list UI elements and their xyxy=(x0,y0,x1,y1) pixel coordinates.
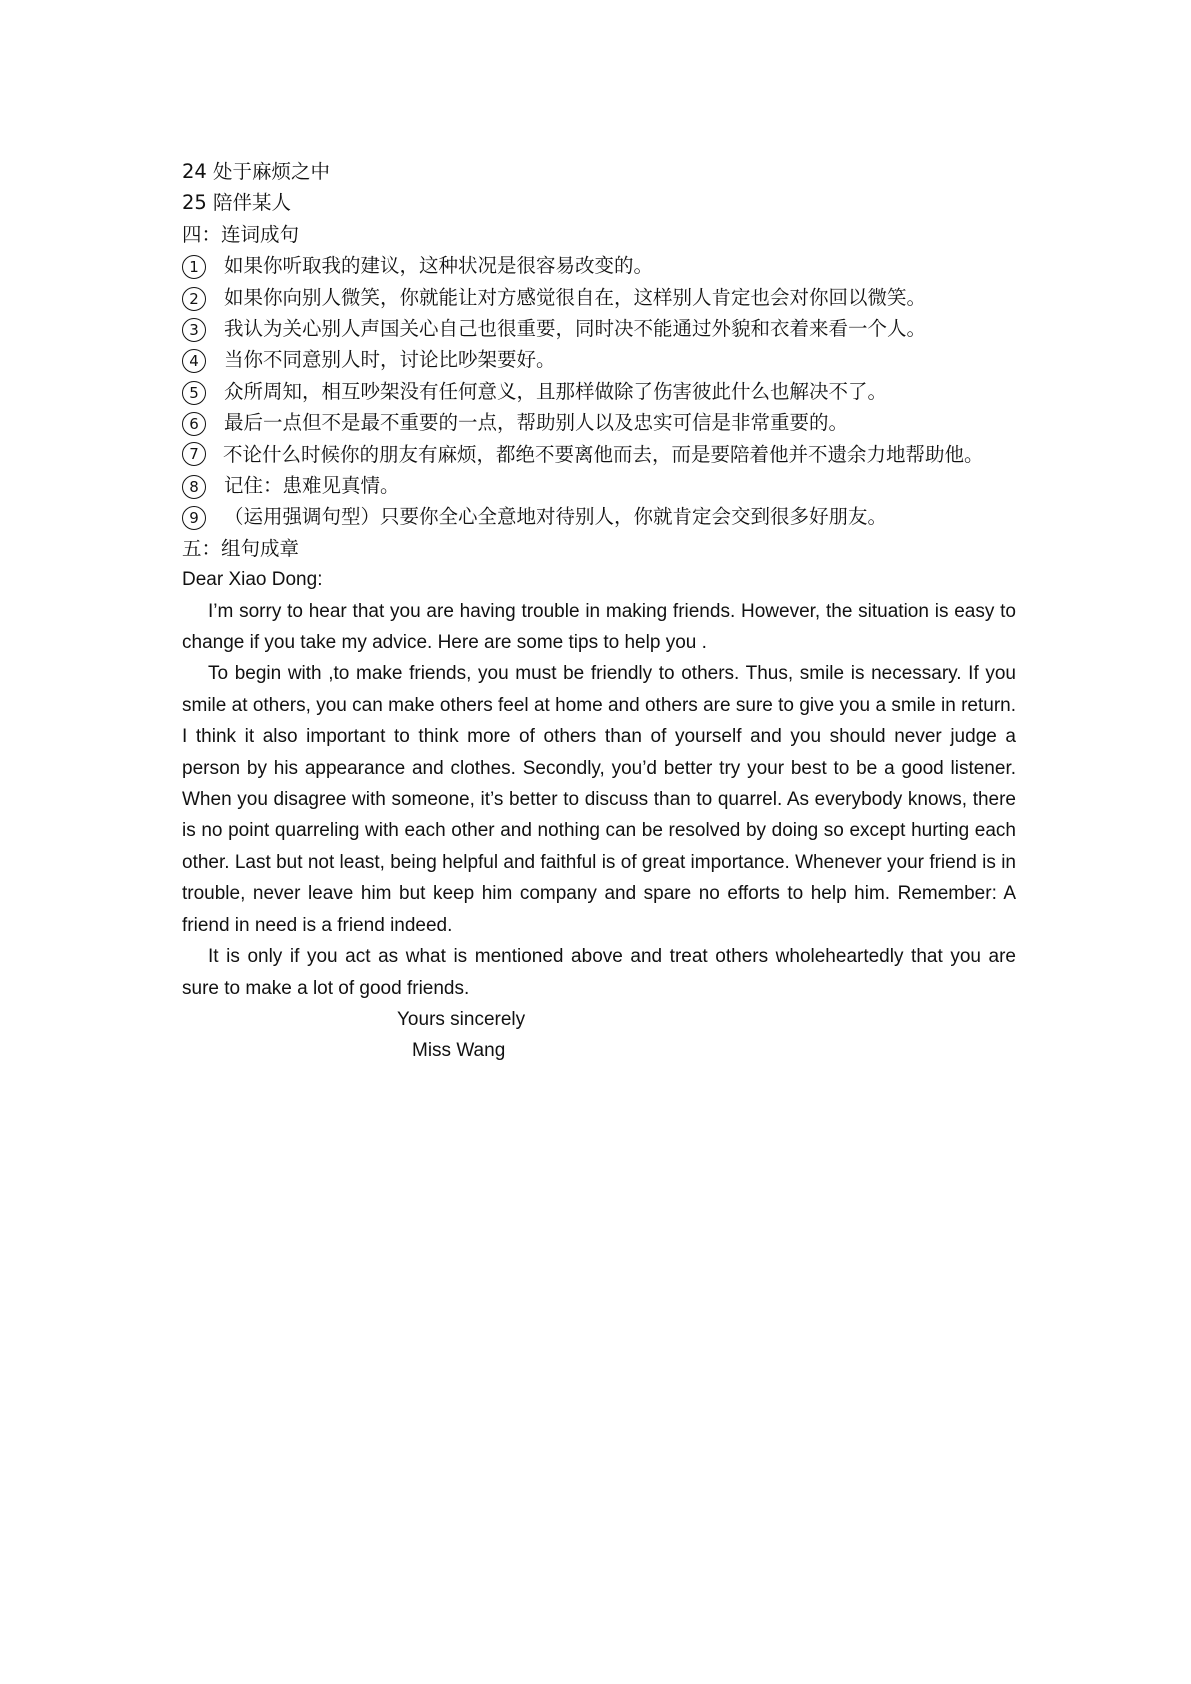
circled-number: 6 xyxy=(182,412,206,436)
circled-number: 2 xyxy=(182,287,206,311)
sentence-item-3 xyxy=(182,313,1016,344)
sentence-item-2 xyxy=(182,282,1016,313)
sentence-text: 不论什么时候你的朋友有麻烦，都绝不要离他而去，而是要陪着他并不遗余力地帮助他。 xyxy=(223,442,984,466)
sentence-item-8 xyxy=(182,470,1016,501)
circled-number: 5 xyxy=(182,381,206,405)
letter-salutation: Dear Xiao Dong: xyxy=(182,569,323,591)
sentence-item-4 xyxy=(182,344,1016,375)
sentence-text: 我认为关心别人声国关心自己也很重要，同时决不能通过外貌和衣着来看一个人。 xyxy=(224,316,927,340)
sentence-text: 如果你听取我的建议，这种状况是很容易改变的。 xyxy=(224,254,654,278)
sentence-text: 众所周知，相互吵架没有任何意义，且那样做除了伤害彼此什么也解决不了。 xyxy=(224,379,888,403)
circled-number: 4 xyxy=(182,349,206,373)
sentence-text: （运用强调句型）只要你全心全意地对待别人，你就肯定会交到很多好朋友。 xyxy=(224,505,888,529)
circled-number: 8 xyxy=(182,475,206,499)
sentence-text: 当你不同意别人时，讨论比吵架要好。 xyxy=(224,348,556,372)
sentence-item-5 xyxy=(182,376,1016,407)
vocab-line-25: 25 陪伴某人 xyxy=(182,191,292,215)
letter-paragraph-1: I’m sorry to hear that you are having trouble in making friends. However, the situation is easy to change if you take my advice. Here are some tips to help you . xyxy=(182,600,1016,654)
sentence-text: 最后一点但不是最不重要的一点，帮助别人以及忠实可信是非常重要的。 xyxy=(224,411,849,435)
sentence-item-1 xyxy=(182,250,1016,281)
document-page xyxy=(182,156,1016,1067)
section-4-heading: 四：连词成句 xyxy=(182,222,300,246)
letter-paragraph-2: To begin with ,to make friends, you must be friendly to others. Thus, smile is necessary. If you smile at others, you can make others feel at home and others are sure to give you a smile in return. I think it also important to think more of others than of yourself and you should never judge a person by his appearance and clothes. Secondly, you’d better try your best to be a good listener. When you disagree with someone, it’s better to discuss than to quarrel. As everybody knows, there is no point quarreling with each other and nothing can be resolved by doing so except hurting each other. Last but not least, being helpful and faithful is of great importance. Whenever your friend is in trouble, never leave him but keep him company and spare no efforts to help him. Remember: A friend in need is a friend indeed. xyxy=(182,663,1016,936)
circled-number: 1 xyxy=(182,255,206,279)
section-5-heading: 五：组句成章 xyxy=(182,536,300,560)
sentence-item-6 xyxy=(182,407,1016,438)
sentence-item-9 xyxy=(182,501,1016,532)
letter-paragraph-3: It is only if you act as what is mentioned above and treat others wholeheartedly that you are sure to make a lot of good friends. xyxy=(182,946,1016,999)
circled-number: 9 xyxy=(182,506,206,530)
sentence-item-7 xyxy=(182,439,1016,470)
letter-signature: Miss Wang xyxy=(412,1040,506,1062)
circled-number: 3 xyxy=(182,318,206,342)
vocab-line-24: 24 处于麻烦之中 xyxy=(182,160,331,183)
letter-closing: Yours sincerely xyxy=(397,1008,526,1030)
sentence-text: 记住：患难见真情。 xyxy=(224,474,400,498)
circled-number: 7 xyxy=(182,442,206,466)
sentence-text: 如果你向别人微笑，你就能让对方感觉很自在，这样别人肯定也会对你回以微笑。 xyxy=(224,285,927,309)
